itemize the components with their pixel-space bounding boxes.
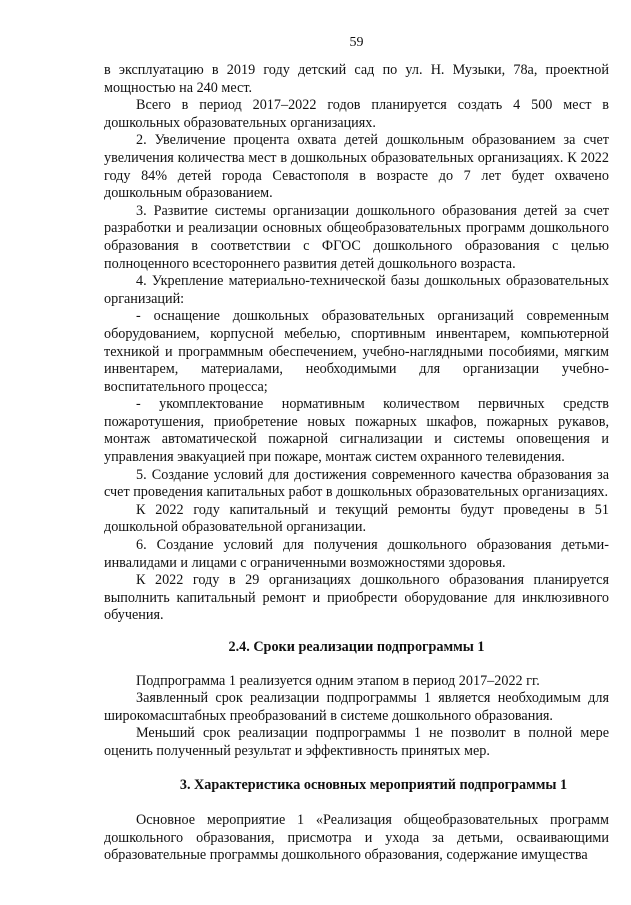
paragraph-equipment: - оснащение дошкольных образовательных организаций современным оборудованием, корпусной мебелью, спортивным инвентарем, компьютерной техникой и программным обеспечением, учебно-наглядными пособиями, мягким инвентарем, материалами, необходимыми для организации учебно-воспитательного процесса; — [104, 308, 609, 395]
paragraph-item-6: 6. Создание условий для получения дошкольного образования детьми-инвалидами и лицами с ограниченными возможностями здоровья. — [104, 537, 609, 571]
paragraph-item-2: 2. Увеличение процента охвата детей дошкольным образованием за счет увеличения количества мест в дошкольных образовательных организациях. К 2022 году 84% детей города Севастополя в возрасте до 7 лет будет охвачено дошкольным образованием. — [104, 132, 609, 202]
page-number: 59 — [349, 35, 364, 50]
paragraph-item-5: 5. Создание условий для достижения современного качества образования за счет проведения капитальных работ в дошкольных образовательных организациях. — [104, 466, 609, 501]
paragraph-total-places: Всего в период 2017–2022 годов планируется создать 4 500 мест в дошкольных образовательных организациях. — [104, 97, 609, 131]
paragraph-continuation: в эксплуатацию в 2019 году детский сад по ул. Н. Музыки, 78а, проектной мощностью на 240 мест. — [104, 62, 609, 96]
section-heading-2-4: 2.4. Сроки реализации подпрограммы 1 — [228, 639, 485, 655]
document-body — [104, 62, 609, 865]
paragraph-inclusive: К 2022 году в 29 организациях дошкольного образования планируется выполнить капитальный ремонт и приобрести оборудование для инклюзивного обучения. — [104, 572, 609, 624]
paragraph-stage: Подпрограмма 1 реализуется одним этапом в период 2017–2022 гг. — [136, 672, 540, 689]
paragraph-item-3: 3. Развитие системы организации дошкольного образования детей за счет разработки и реализации основных общеобразовательных программ дошкольного образования в соответствии с ФГОС дошкольного образования с целью полноценного всестороннего развития детей дошкольного возраста. — [104, 202, 609, 272]
paragraph-declared-term: Заявленный срок реализации подпрограммы 1 является необходимым для широкомасштабных преобразований в системе дошкольного образования. — [104, 690, 609, 724]
paragraph-main-activity-1: Основное мероприятие 1 «Реализация общеобразовательных программ дошкольного образования, присмотра и ухода за детьми, осваивающими образовательные программы дошкольного образования, содержание имущества — [104, 812, 609, 864]
paragraph-repairs: К 2022 году капитальный и текущий ремонты будут проведены в 51 дошкольной образовательной организации. — [104, 501, 609, 536]
paragraph-item-4: 4. Укрепление материально-технической базы дошкольных образовательных организаций: — [104, 273, 609, 307]
paragraph-fire-safety: - укомплектование нормативным количеством первичных средств пожаротушения, приобретение новых пожарных шкафов, пожарных рукавов, монтаж автоматической пожарной сигнализации и системы оповещения и управления эвакуацией при пожаре, монтаж систем охранного телевидения. — [104, 396, 609, 466]
paragraph-shorter-term: Меньший срок реализации подпрограммы 1 не позволит в полной мере оценить полученный результат и эффективность принятых мер. — [104, 725, 609, 759]
section-heading-3: 3. Характеристика основных мероприятий подпрограммы 1 — [179, 776, 568, 793]
